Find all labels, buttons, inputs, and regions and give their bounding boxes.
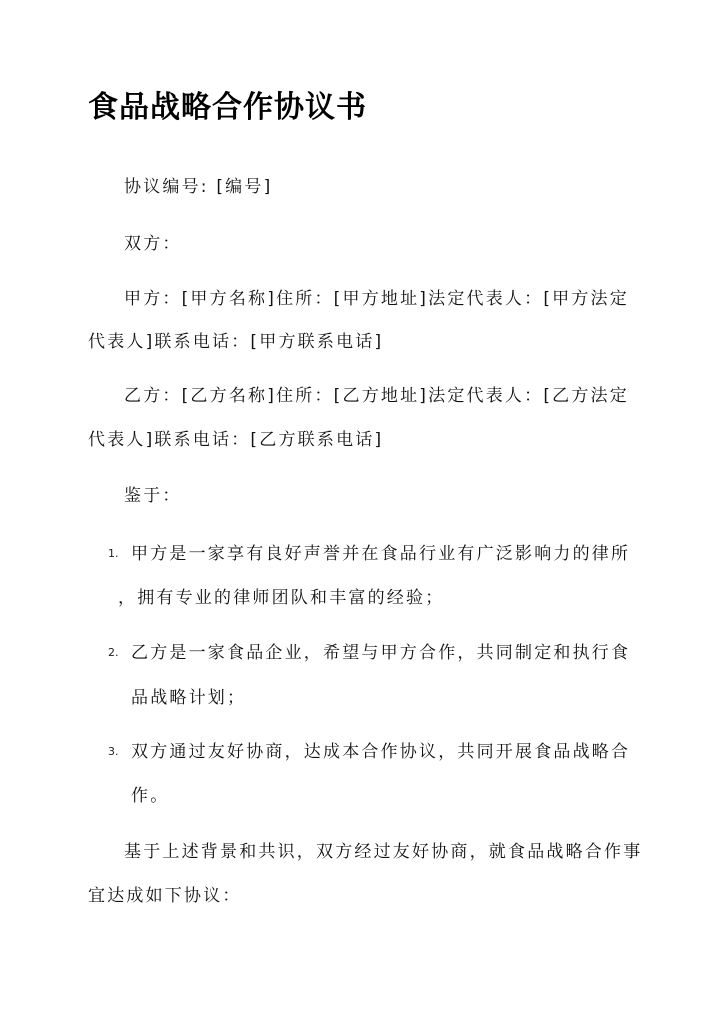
party-a-line-2: 代表人]联系电话：[甲方联系电话] <box>88 332 384 352</box>
conclusion-line-2: 宜达成如下协议： <box>88 886 242 906</box>
parties-heading: 双方： <box>124 234 182 254</box>
whereas-heading: 鉴于： <box>124 486 182 506</box>
document-title: 食品战略合作协议书 <box>88 90 367 125</box>
conclusion-line-1: 基于上述背景和共识，双方经过友好协商，就食品战略合作事 <box>124 842 643 862</box>
recital-line-2: 品战略计划； <box>131 688 247 708</box>
recital-line-2: 作。 <box>131 786 170 806</box>
party-b-line-1: 乙方：[乙方名称]住所：[乙方地址]法定代表人：[乙方法定 <box>124 386 629 406</box>
agreement-number: 协议编号: [编号] <box>124 177 273 197</box>
recital-number: 3. <box>108 745 119 758</box>
recital-number: 2. <box>108 646 119 659</box>
recital-number: 1. <box>108 547 119 560</box>
recital-line-1: 乙方是一家食品企业，希望与甲方合作，共同制定和执行食 <box>131 643 631 663</box>
recital-line-1: 甲方是一家享有良好声誉并在食品行业有广泛影响力的律所 <box>131 544 631 564</box>
party-b-line-2: 代表人]联系电话：[乙方联系电话] <box>88 430 384 450</box>
recital-line-1: 双方通过友好协商，达成本合作协议，共同开展食品战略合 <box>131 742 631 762</box>
party-a-line-1: 甲方：[甲方名称]住所：[甲方地址]法定代表人：[甲方法定 <box>124 289 629 309</box>
recital-line-2: ，拥有专业的律师团队和丰富的经验； <box>118 588 445 608</box>
